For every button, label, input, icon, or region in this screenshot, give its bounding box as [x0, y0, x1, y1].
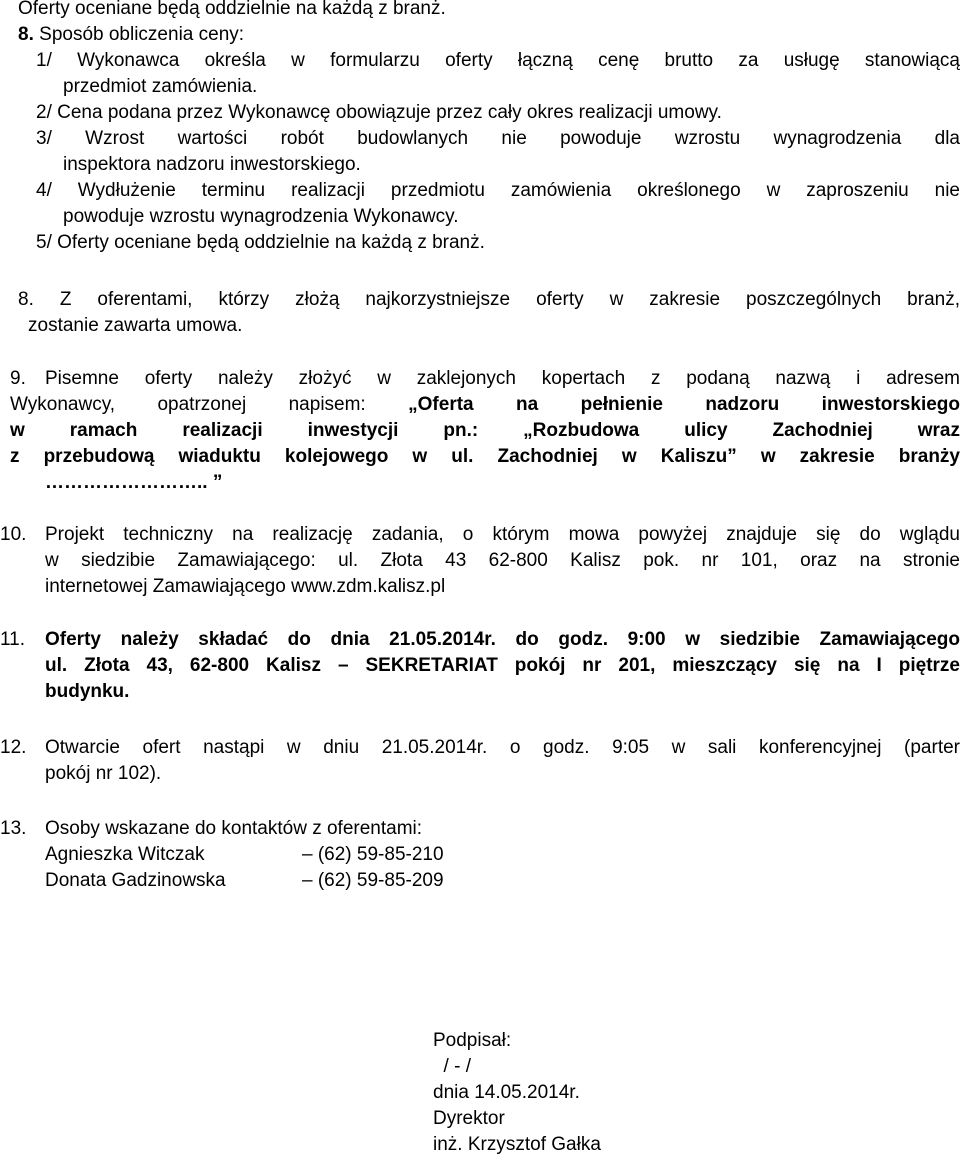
section-12-number: 12. — [0, 737, 27, 758]
section-11 — [0, 627, 960, 705]
section-10 — [0, 522, 960, 600]
section-9-body — [10, 366, 960, 392]
section-9-line-2-plain: Wykonawcy, opatrzonej napisem: — [10, 394, 409, 415]
section-13 — [0, 816, 960, 894]
section-10-body — [0, 522, 960, 600]
signature-mark: / - / — [433, 1056, 471, 1077]
section-11-body — [0, 627, 960, 705]
section-8b-line-1: 8. Z oferentami, którzy złożą najkorzystniejsze oferty w zakresie poszczególnych branż, — [18, 289, 960, 310]
section-9-line-4: z przebudową wiaduktu kolejowego w ul. Zachodniej w Kaliszu” w zakresie branży — [10, 446, 960, 467]
section-8-pricing — [18, 22, 960, 256]
contact-name: Donata Gadzinowska — [45, 870, 226, 891]
section-12-body — [0, 735, 960, 787]
section-8b-line-2: zostanie zawarta umowa. — [28, 315, 243, 336]
contact-phone: – (62) 59-85-210 — [302, 844, 444, 865]
section-9-number: 9. — [10, 368, 26, 389]
top-line-text: Oferty oceniane będą oddzielnie na każdą z branż. — [18, 0, 446, 19]
section-10-line-3: internetowej Zamawiającego www.zdm.kalisz.pl — [45, 576, 446, 597]
section-11-line-1: Oferty należy składać do dnia 21.05.2014r. do godz. 9:00 w siedzibie Zamawiającego — [45, 629, 960, 650]
contact-phone: – (62) 59-85-209 — [302, 870, 444, 891]
section-10-line-2: w siedzibie Zamawiającego: ul. Złota 43 62-800 Kalisz pok. nr 101, oraz na stronie — [45, 550, 960, 571]
contact-name: Agnieszka Witczak — [45, 844, 205, 865]
section-12-line-1: Otwarcie ofert nastąpi w dniu 21.05.2014r. o godz. 9:05 w sali konferencyjnej (parter — [45, 737, 960, 758]
section-11-line-2: ul. Złota 43, 62-800 Kalisz – SEKRETARIAT pokój nr 201, mieszczący się na I piętrze — [45, 655, 960, 676]
top-line — [18, 0, 446, 22]
signature-block — [433, 1028, 601, 1158]
section-9-line-3: w ramach realizacji inwestycji pn.: „Rozbudowa ulicy Zachodniej wraz — [10, 420, 960, 441]
section-9-line-1: Pisemne oferty należy złożyć w zaklejonych kopertach z podaną nazwą i adresem — [45, 368, 960, 389]
section-13-number: 13. — [0, 818, 27, 839]
section-10-number: 10. — [0, 524, 27, 545]
item-1-line-a: 1/ Wykonawca określa w formularzu oferty łączną cenę brutto za usługę stanowiącą — [36, 50, 960, 71]
signature-name: inż. Krzysztof Gałka — [433, 1134, 601, 1155]
section-8-title: Sposób obliczenia ceny: — [39, 24, 245, 45]
contact-row — [45, 868, 960, 894]
item-2: 2/ Cena podana przez Wykonawcę obowiązuje przez cały okres realizacji umowy. — [36, 102, 722, 123]
section-9-line-5: …………………….. ” — [45, 472, 223, 493]
section-8-contract — [18, 287, 960, 339]
section-13-title: Osoby wskazane do kontaktów z oferentami: — [45, 818, 423, 839]
section-8-items — [18, 48, 960, 256]
signature-signed-label: Podpisał: — [433, 1030, 512, 1051]
section-8-number: 8. — [18, 24, 34, 45]
section-10-line-1: Projekt techniczny na realizację zadania, o którym mowa powyżej znajduje się do wglądu — [45, 524, 960, 545]
section-12-line-2: pokój nr 102). — [45, 763, 162, 784]
section-9-line-2-bold: „Oferta na pełnienie nadzoru inwestorskiego — [408, 394, 960, 415]
section-13-body — [0, 816, 960, 894]
contact-row — [45, 842, 960, 868]
item-4-line-a: 4/ Wydłużenie terminu realizacji przedmiotu zamówienia określonego w zaproszeniu nie — [36, 180, 960, 201]
item-5: 5/ Oferty oceniane będą oddzielnie na każdą z branż. — [36, 232, 485, 253]
section-11-number: 11. — [0, 629, 26, 650]
section-12 — [0, 735, 960, 787]
section-11-line-3: budynku. — [45, 681, 130, 702]
section-9-line-2 — [10, 392, 960, 418]
item-3-line-a: 3/ Wzrost wartości robót budowlanych nie powoduje wzrostu wynagrodzenia dla — [36, 128, 960, 149]
section-9 — [10, 366, 960, 496]
item-1-line-b: przedmiot zamówienia. — [63, 76, 258, 97]
signature-role: Dyrektor — [433, 1108, 505, 1129]
section-8-heading — [18, 22, 960, 48]
item-3-line-b: inspektora nadzoru inwestorskiego. — [63, 154, 361, 175]
item-4-line-b: powoduje wzrostu wynagrodzenia Wykonawcy. — [63, 206, 459, 227]
signature-date: dnia 14.05.2014r. — [433, 1082, 580, 1103]
